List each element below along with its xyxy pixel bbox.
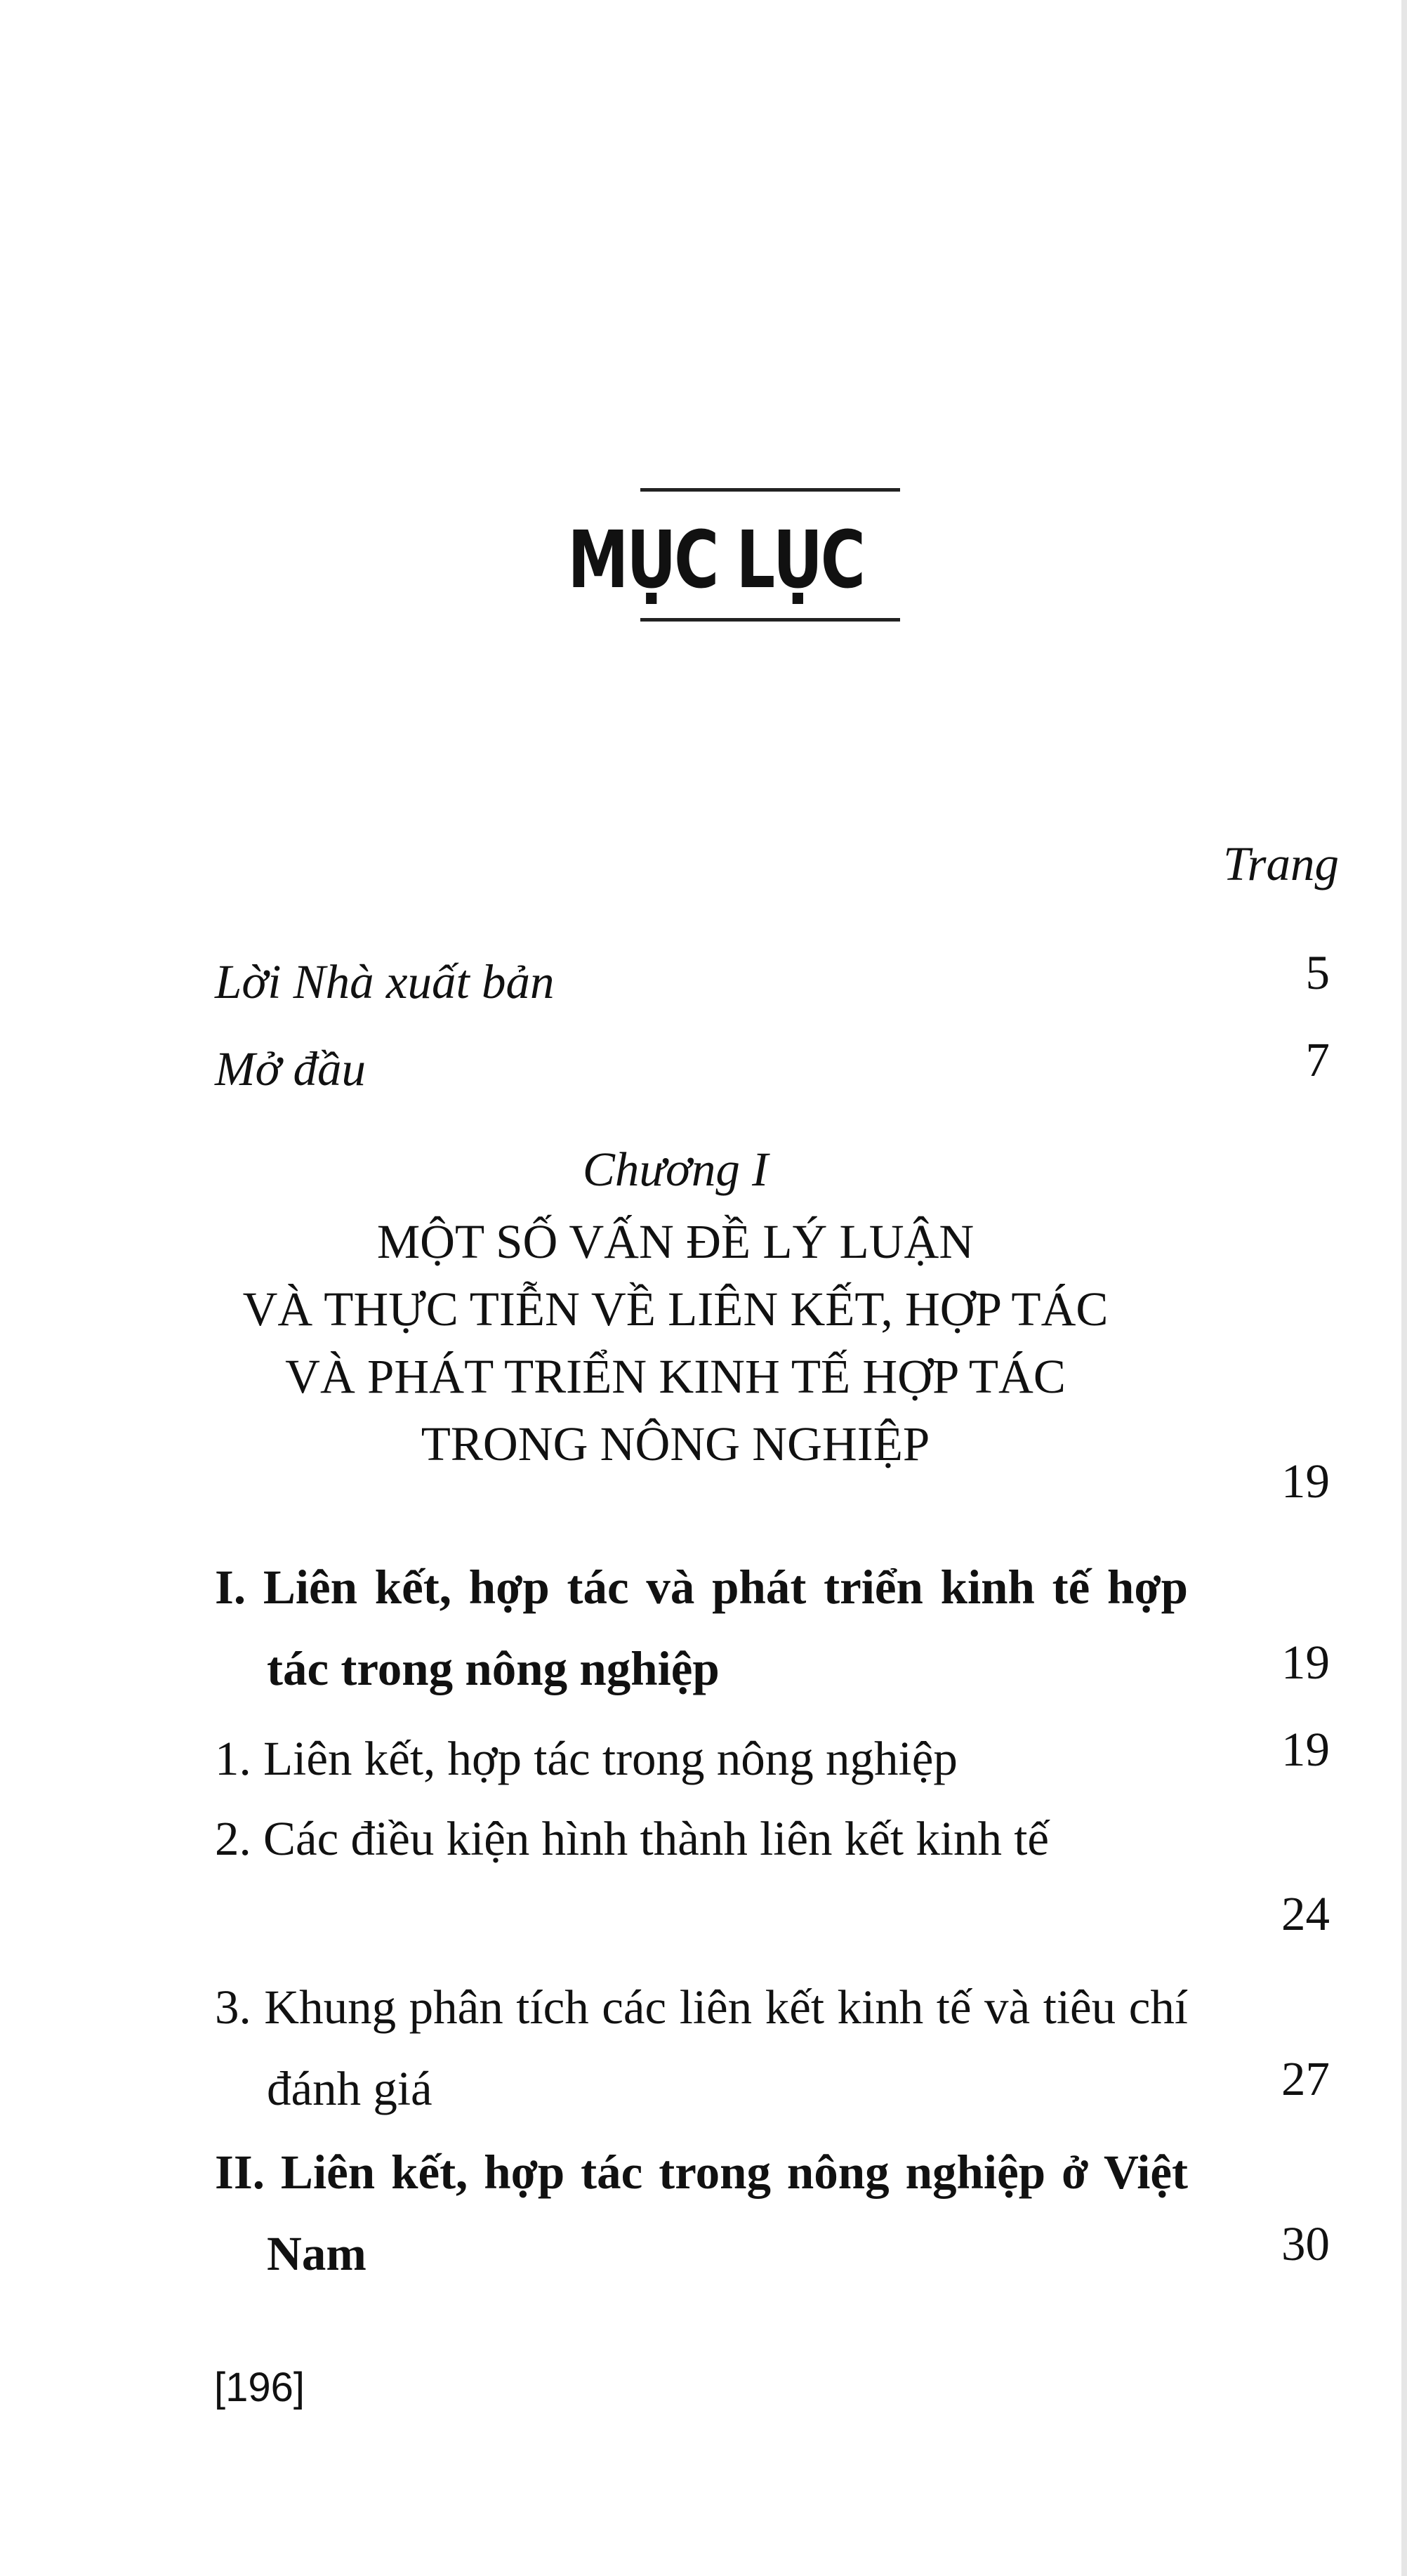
toc-section-1: I. Liên kết, hợp tác và phát triển kinh tế hợp tác trong nông nghiệp xyxy=(215,1560,1188,1695)
toc-subsection-1-page: 19 xyxy=(1281,1723,1330,1776)
chapter-title xyxy=(215,1208,1136,1478)
page-column-header: Trang xyxy=(1223,837,1339,891)
toc-subsection-2: 2. Các điều kiện hình thành liên kết kinh tế xyxy=(215,1812,1050,1865)
toc-section-2-page: 30 xyxy=(1281,2217,1330,2271)
toc-section-2: II. Liên kết, hợp tác trong nông nghiệp ở Việt Nam xyxy=(215,2145,1188,2280)
chapter-title-line: TRONG NÔNG NGHIỆP xyxy=(421,1417,930,1471)
page-folio: [196] xyxy=(214,2365,305,2410)
chapter-label: Chương I xyxy=(582,1143,769,1196)
title-rule-bottom xyxy=(640,618,900,622)
chapter-title-line: VÀ PHÁT TRIỂN KINH TẾ HỢP TÁC xyxy=(285,1350,1066,1403)
toc-page-introduction: 7 xyxy=(1305,1033,1330,1086)
toc-entry-publisher-note: Lời Nhà xuất bản xyxy=(215,955,555,1008)
toc-subsection-3: 3. Khung phân tích các liên kết kinh tế và tiêu chí đánh giá xyxy=(215,1980,1188,2115)
title-rule-top xyxy=(640,488,900,492)
chapter-title-line: VÀ THỰC TIỄN VỀ LIÊN KẾT, HỢP TÁC xyxy=(242,1282,1109,1336)
chapter-title-line: MỘT SỐ VẤN ĐỀ LÝ LUẬN xyxy=(376,1215,975,1268)
page-edge xyxy=(1401,0,1407,2576)
toc-subsection-3-page: 27 xyxy=(1281,2052,1330,2105)
toc-subsection-2-page: 24 xyxy=(1281,1887,1330,1940)
chapter-page: 19 xyxy=(1281,1454,1330,1508)
page-title: MỤC LỤC xyxy=(567,515,864,606)
toc-section-1-page: 19 xyxy=(1281,1636,1330,1689)
toc-page-publisher-note: 5 xyxy=(1305,946,1330,999)
toc-entry-introduction: Mở đầu xyxy=(215,1042,366,1096)
toc-subsection-1: 1. Liên kết, hợp tác trong nông nghiệp xyxy=(215,1732,958,1785)
